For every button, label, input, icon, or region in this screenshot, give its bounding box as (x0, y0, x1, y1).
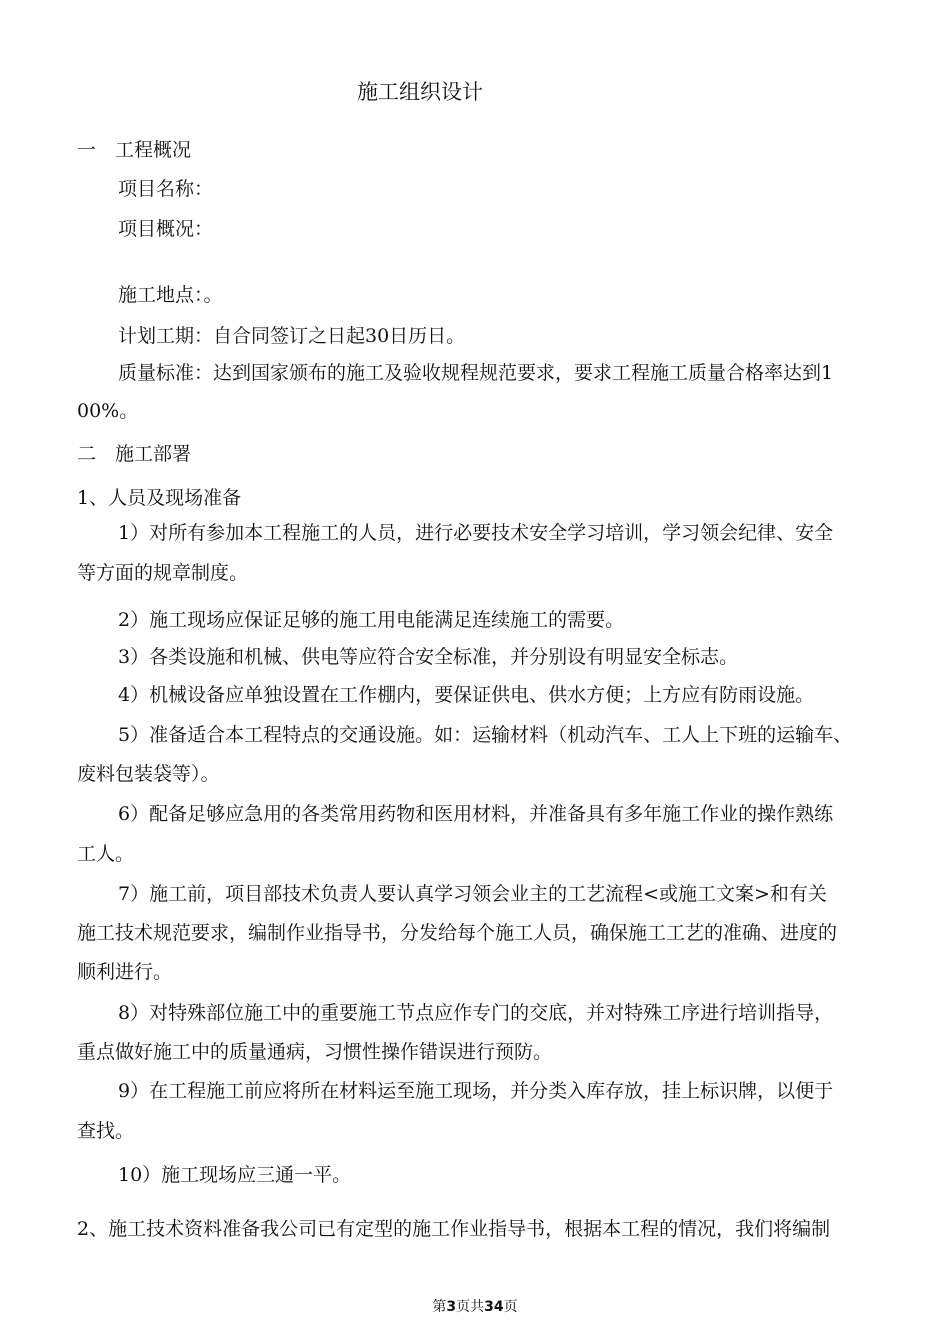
item-3: 3）各类设施和机械、供电等应符合安全标准，并分别设有明显安全标志。 (118, 646, 739, 668)
item-5-line-1: 5）准备适合本工程特点的交通设施。如：运输材料（机动汽车、工人上下班的运输车、 (118, 724, 853, 746)
item-1-line-2: 等方面的规章制度。 (77, 562, 249, 584)
footer-prefix: 第 (432, 1299, 447, 1315)
section-heading-overview: 一 工程概况 (77, 139, 192, 161)
footer-middle: 页共 (456, 1299, 485, 1315)
item-8-line-2: 重点做好施工中的质量通病，习惯性操作错误进行预防。 (77, 1041, 553, 1063)
footer-page-number: 3 (446, 1299, 457, 1315)
item-7-line-1: 7）施工前，项目部技术负责人要认真学习领会业主的工艺流程<或施工文案>和有关 (118, 883, 827, 905)
item-7-line-2: 施工技术规范要求，编制作业指导书，分发给每个施工人员，确保施工工艺的准确、进度的 (77, 922, 838, 944)
item-6-line-2: 工人。 (77, 843, 135, 865)
item-7-line-3: 顺利进行。 (77, 961, 173, 983)
footer-total-pages: 34 (484, 1299, 504, 1315)
item-9-line-1: 9）在工程施工前应将所在材料运至施工现场，并分类入库存放，挂上标识牌，以便于 (118, 1080, 834, 1102)
project-name-line: 项目名称： (118, 178, 214, 200)
item-10: 10）施工现场应三通一平。 (118, 1164, 352, 1186)
item-1-line-1: 1）对所有参加本工程施工的人员，进行必要技术安全学习培训，学习领会纪律、安全 (118, 522, 834, 544)
project-overview-line: 项目概况： (118, 218, 214, 240)
schedule-line: 计划工期：自合同签订之日起30日历日。 (118, 325, 466, 347)
page-title: 施工组织设计 (357, 80, 483, 104)
item-6-line-1: 6）配备足够应急用的各类常用药物和医用材料，并准备具有多年施工作业的操作熟练 (118, 803, 834, 825)
quality-line-1: 质量标准：达到国家颁布的施工及验收规程规范要求，要求工程施工质量合格率达到1 (118, 362, 834, 384)
item-8-line-1: 8）对特殊部位施工中的重要施工节点应作专门的交底，并对特殊工序进行培训指导， (118, 1002, 834, 1024)
item-9-line-2: 查找。 (77, 1120, 135, 1142)
quality-line-2: 00%。 (77, 400, 139, 422)
location-line: 施工地点：。 (118, 284, 223, 306)
section-heading-deployment: 二 施工部署 (77, 443, 192, 465)
subsection-heading-staff: 1、人员及现场准备 (77, 487, 242, 509)
footer-suffix: 页 (503, 1299, 518, 1315)
subsection-heading-technical-docs: 2、施工技术资料准备我公司已有定型的施工作业指导书，根据本工程的情况，我们将编制 (77, 1218, 831, 1240)
page-footer (0, 1296, 950, 1316)
item-4: 4）机械设备应单独设置在工作棚内，要保证供电、供水方便；上方应有防雨设施。 (118, 684, 815, 706)
item-2: 2）施工现场应保证足够的施工用电能满足连续施工的需要。 (118, 609, 625, 631)
item-5-line-2: 废料包装袋等）。 (77, 763, 220, 785)
